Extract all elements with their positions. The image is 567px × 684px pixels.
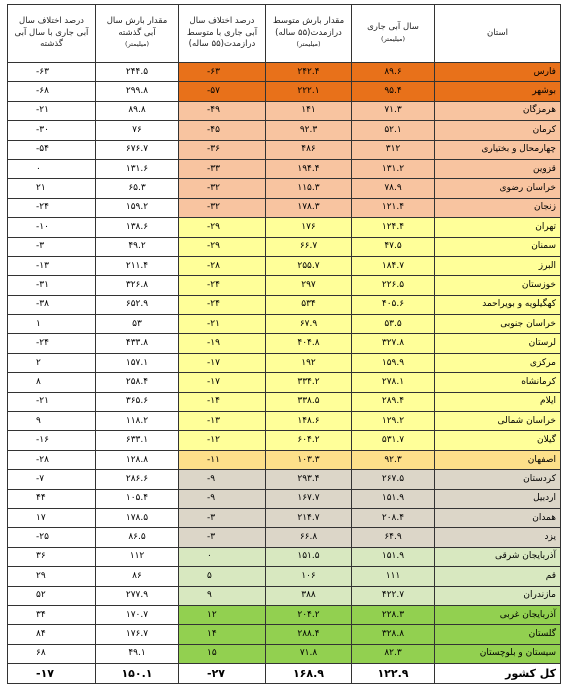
last-year-cell: ۱۵۷.۱	[96, 353, 179, 372]
current-cell: ۹۵.۴	[352, 82, 435, 101]
province-cell: هرمزگان	[435, 101, 561, 120]
longterm-cell: ۶۶.۸	[266, 528, 352, 547]
current-cell: ۲۰۸.۴	[352, 508, 435, 527]
diff-longterm-cell: -۱۷	[179, 353, 266, 372]
total-label: کل کشور	[435, 664, 561, 684]
current-cell: ۱۲۱.۴	[352, 198, 435, 217]
diff-longterm-cell: -۹	[179, 489, 266, 508]
last-year-cell: ۶۵.۳	[96, 179, 179, 198]
last-year-cell: ۱۲۸.۸	[96, 450, 179, 469]
current-cell: ۷۱.۳	[352, 101, 435, 120]
diff-longterm-cell: -۱۹	[179, 334, 266, 353]
current-cell: ۱۵۹.۹	[352, 353, 435, 372]
current-cell: ۲۲۸.۳	[352, 605, 435, 624]
table-row	[8, 392, 561, 411]
current-cell: ۲۷۸.۱	[352, 373, 435, 392]
diff-longterm-cell: -۳۲	[179, 179, 266, 198]
last-year-cell: ۱۳۱.۶	[96, 159, 179, 178]
last-year-cell: ۲۸۶.۶	[96, 470, 179, 489]
table-row	[8, 198, 561, 217]
longterm-cell: ۲۲۲.۱	[266, 82, 352, 101]
diff-last-year-cell: -۳۸	[8, 295, 96, 314]
province-cell: بوشهر	[435, 82, 561, 101]
current-cell: ۱۱۱	[352, 567, 435, 586]
last-year-cell: ۱۳۸.۶	[96, 218, 179, 237]
diff-last-year-cell: ۲۹	[8, 567, 96, 586]
table-row	[8, 644, 561, 663]
longterm-cell: ۲۹۳.۴	[266, 470, 352, 489]
province-cell: البرز	[435, 256, 561, 275]
province-cell: همدان	[435, 508, 561, 527]
longterm-cell: ۶۶.۷	[266, 237, 352, 256]
diff-last-year-cell: -۱۳	[8, 256, 96, 275]
table-row	[8, 295, 561, 314]
longterm-cell: ۴۸۶	[266, 140, 352, 159]
longterm-cell: ۲۰۴.۲	[266, 605, 352, 624]
current-cell: ۱۲۴.۴	[352, 218, 435, 237]
longterm-cell: ۱۶۷.۷	[266, 489, 352, 508]
longterm-cell: ۳۳۸.۵	[266, 392, 352, 411]
diff-last-year-cell: -۳	[8, 237, 96, 256]
table-row	[8, 547, 561, 566]
longterm-cell: ۱۴۸.۶	[266, 412, 352, 431]
last-year-cell: ۲۵۸.۴	[96, 373, 179, 392]
table-row	[8, 256, 561, 275]
last-year-cell: ۷۶	[96, 121, 179, 140]
diff-longterm-cell: ۱۵	[179, 644, 266, 663]
last-year-cell: ۱۷۶.۷	[96, 625, 179, 644]
diff-longterm-cell: -۲۴	[179, 276, 266, 295]
last-year-cell: ۶۳۳.۱	[96, 431, 179, 450]
diff-last-year-cell: ۹	[8, 412, 96, 431]
diff-last-year-cell: -۷	[8, 470, 96, 489]
current-cell: ۳۱۲	[352, 140, 435, 159]
table-row	[8, 140, 561, 159]
current-cell: ۱۸۴.۷	[352, 256, 435, 275]
province-cell: آذربایجان شرقی	[435, 547, 561, 566]
province-cell: کرمانشاه	[435, 373, 561, 392]
last-year-cell: ۳۶۵.۶	[96, 392, 179, 411]
last-year-cell: ۱۷۸.۵	[96, 508, 179, 527]
diff-longterm-cell: -۱۲	[179, 431, 266, 450]
table-row	[8, 412, 561, 431]
table-row	[8, 567, 561, 586]
longterm-cell: ۳۸۸	[266, 586, 352, 605]
province-cell: اصفهان	[435, 450, 561, 469]
diff-last-year-cell: ۲۱	[8, 179, 96, 198]
table-row	[8, 586, 561, 605]
diff-longterm-cell: ۵	[179, 567, 266, 586]
last-year-cell: ۲۹۹.۸	[96, 82, 179, 101]
diff-last-year-cell: -۲۴	[8, 198, 96, 217]
table-row	[8, 470, 561, 489]
last-year-cell: ۴۹.۲	[96, 237, 179, 256]
diff-last-year-cell: ۸	[8, 373, 96, 392]
province-cell: سیستان و بلوچستان	[435, 644, 561, 663]
province-cell: یزد	[435, 528, 561, 547]
table-row	[8, 315, 561, 334]
table-row	[8, 508, 561, 527]
longterm-cell: ۱۹۴.۴	[266, 159, 352, 178]
rainfall-table	[7, 4, 561, 684]
province-cell: آذربایجان غربی	[435, 605, 561, 624]
diff-longterm-cell: -۳	[179, 528, 266, 547]
diff-longterm-cell: -۳۳	[179, 159, 266, 178]
diff-longterm-cell: -۱۳	[179, 412, 266, 431]
province-cell: مرکزی	[435, 353, 561, 372]
diff-last-year-cell: ۶۸	[8, 644, 96, 663]
province-cell: زنجان	[435, 198, 561, 217]
header-province: استان	[435, 5, 561, 63]
diff-last-year-cell: -۱۰	[8, 218, 96, 237]
longterm-cell: ۶۷.۹	[266, 315, 352, 334]
longterm-cell: ۱۹۲	[266, 353, 352, 372]
province-cell: سمنان	[435, 237, 561, 256]
province-cell: ایلام	[435, 392, 561, 411]
diff-last-year-cell: -۲۴	[8, 334, 96, 353]
longterm-cell: ۲۵۵.۷	[266, 256, 352, 275]
diff-last-year-cell: ۵۲	[8, 586, 96, 605]
diff-last-year-cell: ۲	[8, 353, 96, 372]
current-cell: ۱۵۱.۹	[352, 489, 435, 508]
longterm-cell: ۲۴۲.۴	[266, 63, 352, 82]
current-cell: ۴۷.۵	[352, 237, 435, 256]
last-year-cell: ۸۶	[96, 567, 179, 586]
longterm-cell: ۹۲.۳	[266, 121, 352, 140]
header-last-year: مقدار بارش سال آبی گذشته (میلیمتر)	[96, 5, 179, 63]
diff-last-year-cell: ۳۶	[8, 547, 96, 566]
longterm-cell: ۱۵۱.۵	[266, 547, 352, 566]
diff-last-year-cell: -۳۰	[8, 121, 96, 140]
table-row	[8, 179, 561, 198]
table-row	[8, 159, 561, 178]
diff-longterm-cell: -۲۴	[179, 295, 266, 314]
province-cell: مازندران	[435, 586, 561, 605]
diff-longterm-cell: -۶۳	[179, 63, 266, 82]
province-cell: خوزستان	[435, 276, 561, 295]
current-cell: ۸۹.۶	[352, 63, 435, 82]
last-year-cell: ۶۷۶.۷	[96, 140, 179, 159]
current-cell: ۴۰۵.۶	[352, 295, 435, 314]
table-row	[8, 625, 561, 644]
header-diff-longterm: درصد اختلاف سال آبی جاری با متوسط درازمدت(۵۵ ساله)	[179, 5, 266, 63]
total-row	[8, 664, 561, 684]
table-row	[8, 63, 561, 82]
diff-last-year-cell: -۶۸	[8, 82, 96, 101]
province-cell: کرمان	[435, 121, 561, 140]
province-cell: کردستان	[435, 470, 561, 489]
current-cell: ۱۳۱.۲	[352, 159, 435, 178]
longterm-cell: ۱۴۱	[266, 101, 352, 120]
table-row	[8, 334, 561, 353]
table-row	[8, 237, 561, 256]
last-year-cell: ۴۳۳.۸	[96, 334, 179, 353]
table-row	[8, 528, 561, 547]
last-year-cell: ۵۳	[96, 315, 179, 334]
province-cell: چهارمحال و بختیاری	[435, 140, 561, 159]
province-cell: قزوین	[435, 159, 561, 178]
current-cell: ۷۸.۹	[352, 179, 435, 198]
diff-longterm-cell: -۳۲	[179, 198, 266, 217]
longterm-cell: ۱۷۸.۳	[266, 198, 352, 217]
table-row	[8, 431, 561, 450]
table-row	[8, 450, 561, 469]
longterm-cell: ۴۰۴.۸	[266, 334, 352, 353]
diff-last-year-cell: -۱۶	[8, 431, 96, 450]
last-year-cell: ۲۷۷.۹	[96, 586, 179, 605]
province-cell: خراسان شمالی	[435, 412, 561, 431]
province-cell: تهران	[435, 218, 561, 237]
diff-last-year-cell: -۲۱	[8, 101, 96, 120]
province-cell: گیلان	[435, 431, 561, 450]
current-cell: ۵۳.۵	[352, 315, 435, 334]
province-cell: فارس	[435, 63, 561, 82]
longterm-cell: ۶۰۴.۲	[266, 431, 352, 450]
total-last-year: ۱۵۰.۱	[96, 664, 179, 684]
table-row	[8, 121, 561, 140]
diff-last-year-cell: ۳۴	[8, 605, 96, 624]
diff-last-year-cell: -۶۳	[8, 63, 96, 82]
diff-longterm-cell: ۱۴	[179, 625, 266, 644]
last-year-cell: ۳۲۶.۸	[96, 276, 179, 295]
province-cell: خراسان جنوبی	[435, 315, 561, 334]
longterm-cell: ۲۸۸.۴	[266, 625, 352, 644]
current-cell: ۱۲۹.۲	[352, 412, 435, 431]
last-year-cell: ۱۰۵.۴	[96, 489, 179, 508]
longterm-cell: ۱۱۵.۳	[266, 179, 352, 198]
diff-longterm-cell: ۰	[179, 547, 266, 566]
longterm-cell: ۵۳۴	[266, 295, 352, 314]
diff-longterm-cell: -۹	[179, 470, 266, 489]
last-year-cell: ۱۱۸.۲	[96, 412, 179, 431]
diff-longterm-cell: -۴۹	[179, 101, 266, 120]
diff-longterm-cell: -۳۶	[179, 140, 266, 159]
current-cell: ۱۵۱.۹	[352, 547, 435, 566]
current-cell: ۴۲۲.۷	[352, 586, 435, 605]
province-cell: قم	[435, 567, 561, 586]
table-row	[8, 82, 561, 101]
diff-longterm-cell: -۲۱	[179, 315, 266, 334]
diff-last-year-cell: ۸۴	[8, 625, 96, 644]
header-longterm: مقدار بارش متوسط درازمدت(۵۵ ساله) (میلیمتر)	[266, 5, 352, 63]
table-row	[8, 605, 561, 624]
longterm-cell: ۱۰۶	[266, 567, 352, 586]
current-cell: ۸۲.۳	[352, 644, 435, 663]
last-year-cell: ۱۷۰.۷	[96, 605, 179, 624]
header-diff-last-year: درصد اختلاف سال آبی جاری با سال آبی گذشته	[8, 5, 96, 63]
total-longterm: ۱۶۸.۹	[266, 664, 352, 684]
province-cell: خراسان رضوی	[435, 179, 561, 198]
table-row	[8, 353, 561, 372]
table-row	[8, 276, 561, 295]
province-cell: کهگیلویه و بویراحمد	[435, 295, 561, 314]
last-year-cell: ۲۱۱.۴	[96, 256, 179, 275]
diff-last-year-cell: -۲۵	[8, 528, 96, 547]
current-cell: ۵۲.۱	[352, 121, 435, 140]
current-cell: ۶۴.۹	[352, 528, 435, 547]
diff-last-year-cell: ۰	[8, 159, 96, 178]
diff-longterm-cell: -۴۵	[179, 121, 266, 140]
diff-longterm-cell: ۱۲	[179, 605, 266, 624]
total-current: ۱۲۲.۹	[352, 664, 435, 684]
diff-last-year-cell: -۵۴	[8, 140, 96, 159]
total-diff-longterm: -۲۷	[179, 664, 266, 684]
diff-longterm-cell: -۵۷	[179, 82, 266, 101]
current-cell: ۳۲۷.۸	[352, 334, 435, 353]
longterm-cell: ۲۹۷	[266, 276, 352, 295]
last-year-cell: ۱۵۹.۲	[96, 198, 179, 217]
header-current: سال آبی جاری (میلیمتر)	[352, 5, 435, 63]
current-cell: ۳۲۸.۸	[352, 625, 435, 644]
current-cell: ۲۶۷.۵	[352, 470, 435, 489]
last-year-cell: ۸۶.۵	[96, 528, 179, 547]
table-row	[8, 489, 561, 508]
diff-last-year-cell: -۲۱	[8, 392, 96, 411]
diff-last-year-cell: ۴۴	[8, 489, 96, 508]
table-row	[8, 101, 561, 120]
diff-longterm-cell: -۲۹	[179, 237, 266, 256]
province-cell: اردبیل	[435, 489, 561, 508]
last-year-cell: ۶۵۲.۹	[96, 295, 179, 314]
diff-longterm-cell: -۱۱	[179, 450, 266, 469]
longterm-cell: ۷۱.۸	[266, 644, 352, 663]
province-cell: گلستان	[435, 625, 561, 644]
diff-longterm-cell: -۱۷	[179, 373, 266, 392]
diff-longterm-cell: -۳	[179, 508, 266, 527]
table-row	[8, 218, 561, 237]
total-diff-last: -۱۷	[8, 664, 96, 684]
diff-longterm-cell: ۹	[179, 586, 266, 605]
header-row	[8, 5, 561, 63]
diff-last-year-cell: ۱۷	[8, 508, 96, 527]
longterm-cell: ۱۷۶	[266, 218, 352, 237]
current-cell: ۲۸۹.۴	[352, 392, 435, 411]
diff-last-year-cell: ۱	[8, 315, 96, 334]
current-cell: ۵۳۱.۷	[352, 431, 435, 450]
diff-longterm-cell: -۱۴	[179, 392, 266, 411]
diff-longterm-cell: -۲۸	[179, 256, 266, 275]
diff-last-year-cell: -۲۸	[8, 450, 96, 469]
diff-longterm-cell: -۲۹	[179, 218, 266, 237]
longterm-cell: ۳۳۴.۲	[266, 373, 352, 392]
diff-last-year-cell: -۳۱	[8, 276, 96, 295]
last-year-cell: ۴۹.۱	[96, 644, 179, 663]
current-cell: ۹۲.۳	[352, 450, 435, 469]
longterm-cell: ۲۱۴.۷	[266, 508, 352, 527]
last-year-cell: ۸۹.۸	[96, 101, 179, 120]
longterm-cell: ۱۰۳.۳	[266, 450, 352, 469]
province-cell: لرستان	[435, 334, 561, 353]
table-row	[8, 373, 561, 392]
current-cell: ۲۲۶.۵	[352, 276, 435, 295]
last-year-cell: ۲۴۴.۵	[96, 63, 179, 82]
last-year-cell: ۱۱۲	[96, 547, 179, 566]
